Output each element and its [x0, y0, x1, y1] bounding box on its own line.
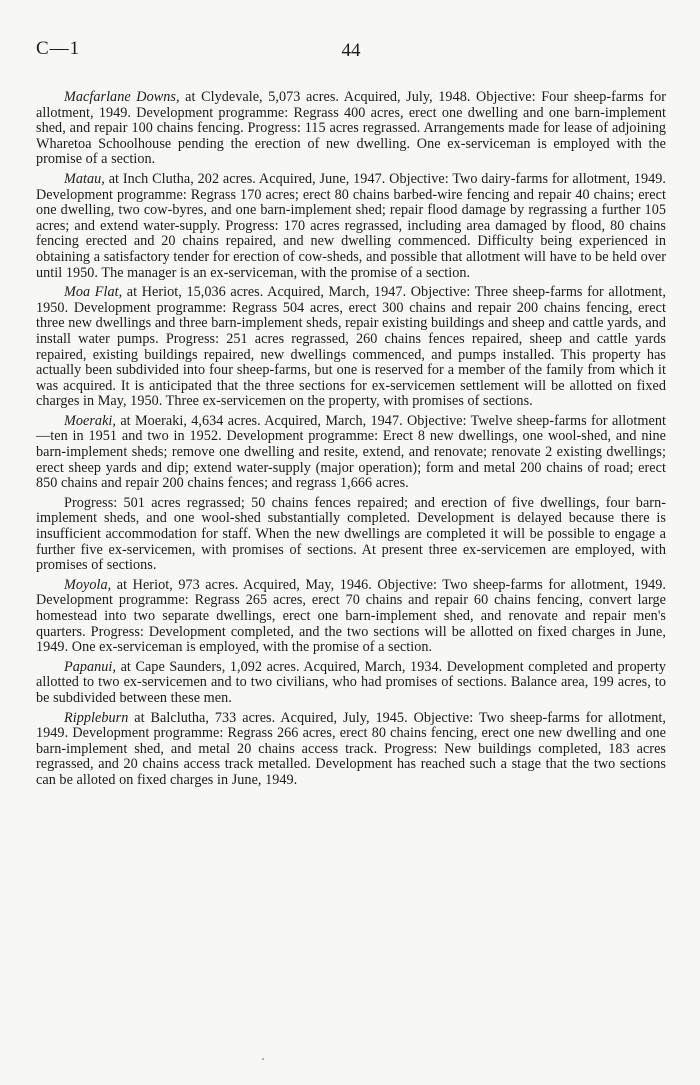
entry-paragraph [36, 578, 666, 656]
entry-paragraph [36, 285, 666, 410]
entry-paragraph [36, 711, 666, 789]
entry-text: at Heriot, 973 acres. Acquired, May, 1946. Objective: Two sheep-farms for allotment, 1949. Development programme: Regrass 265 acres, erect 70 chains and repair 60 chains fencing, convert large homestead into two separate dwellings, erect one barn-implement shed, and renovate and repair men's quarters. Progress: Development completed, and the two sections will be allotted on fixed charges in June, 1949. One ex-serviceman is employed, with the promise of a section. [36, 576, 666, 656]
entry-text: at Inch Clutha, 202 acres. Acquired, June, 1947. Objective: Two dairy-farms for allotment, 1949. Development programme: Regrass 170 acres; erect 80 chains barbed-wire fencing and repair 40 chains; erect one dwelling, two cow-byres, and one barn-implement shed; repair flood damage by regrassing a further 105 acres; and extend water-supply. Progress: 170 acres regrassed, including area damaged by flood, 80 chains fencing erected and 20 chains repaired, and new dwelling commenced. Difficulty being experienced in obtaining a satisfactory tender for erection of cow-sheds, and possible that allotment will have to be held over until 1950. The manager is an ex-serviceman, with the promise of a section. [36, 170, 666, 281]
entry-paragraph [36, 496, 666, 574]
entry-paragraph [36, 172, 666, 281]
entry-paragraph [36, 414, 666, 492]
property-name: Moeraki, [64, 412, 117, 429]
entry-text: Progress: 501 acres regrassed; 50 chains fences repaired; and erection of five dwellings, four barn-implement sheds, and one wool-shed substantially completed. Development is delayed because there is insufficient accommodation for staff. When the new dwellings are completed it will be possible to engage a further five ex-servicemen, with promises of sections. At present three ex-servicemen are employed, with promises of sections. [36, 494, 666, 574]
scan-speck [262, 1058, 264, 1060]
page-header [36, 38, 666, 66]
property-name: Papanui, [64, 658, 117, 675]
entry-text: at Cape Saunders, 1,092 acres. Acquired, March, 1934. Development completed and property allotted to two ex-servicemen and to two civilians, who had promises of sections. Balance area, 199 acres, to be subdivided between these men. [36, 658, 666, 706]
property-name: Moa Flat, [64, 284, 123, 301]
entry-text: at Heriot, 15,036 acres. Acquired, March, 1947. Objective: Three sheep-farms for allotment, 1950. Development programme: Regrass 504 acres, erect 300 chains and repair 200 chains fencing, erect three new dwellings and three barn-implement sheds, repair existing buildings and sheep and cattle yards, and install water pumps. Progress: 251 acres regrassed, 260 chains fences repaired, sheep and cattle yards repaired, existing buildings repaired, new dwellings commenced, and pumps installed. This property has actually been subdivided into four sheep-farms, but one is reserved for a member of the family from which it was acquired. It is anticipated that the three sections for ex-servicemen settlement will be allotted on fixed charges in May, 1950. Three ex-servicemen on the property, with promises of sections. [36, 284, 667, 410]
document-body [36, 90, 666, 793]
entry-paragraph [36, 90, 666, 168]
document-reference: C—1 [36, 38, 81, 59]
property-name: Moyola, [64, 576, 112, 593]
entry-text: at Moeraki, 4,634 acres. Acquired, March, 1947. Objective: Twelve sheep-farms for allotment—ten in 1951 and two in 1952. Development programme: Erect 8 new dwellings, one wool-shed, and nine barn-implement sheds; remove one dwelling and resite, extend, and renovate; renovate 2 existing dwellings; erect sheep yards and dip; extend water-supply (major operation); form and metal 200 chains of road; erect 850 chains and repair 200 chains fences; and regrass 1,666 acres. [36, 412, 666, 492]
page-number: 44 [341, 40, 361, 61]
property-name: Macfarlane Downs, [64, 89, 180, 105]
property-name: Matau, [64, 170, 105, 187]
entry-paragraph [36, 660, 666, 707]
entry-text: at Balclutha, 733 acres. Acquired, July, 1945. Objective: Two sheep-farms for allotment, 1949. Development programme: Regrass 266 acres, erect 80 chains fencing, erect one new dwelling and one barn-implement shed, and metal 20 chains access track. Progress: New buildings completed, 183 acres regrassed, and 20 chains access track metalled. Development has reached such a stage that the two sections can be alloted on fixed charges in June, 1949. [36, 709, 666, 788]
property-name: Rippleburn [64, 709, 129, 726]
entry-text: at Clydevale, 5,073 acres. Acquired, July, 1948. Objective: Four sheep-farms for allotment, 1949. Development programme: Regrass 400 acres, erect one dwelling and one barn-implement shed, and repair 100 chains fencing. Progress: 115 acres regrassed. Arrangements made for lease of adjoining Wharetoa Schoolhouse pending the erection of new dwelling. One ex-serviceman is employed with the promise of a section. [36, 89, 666, 168]
